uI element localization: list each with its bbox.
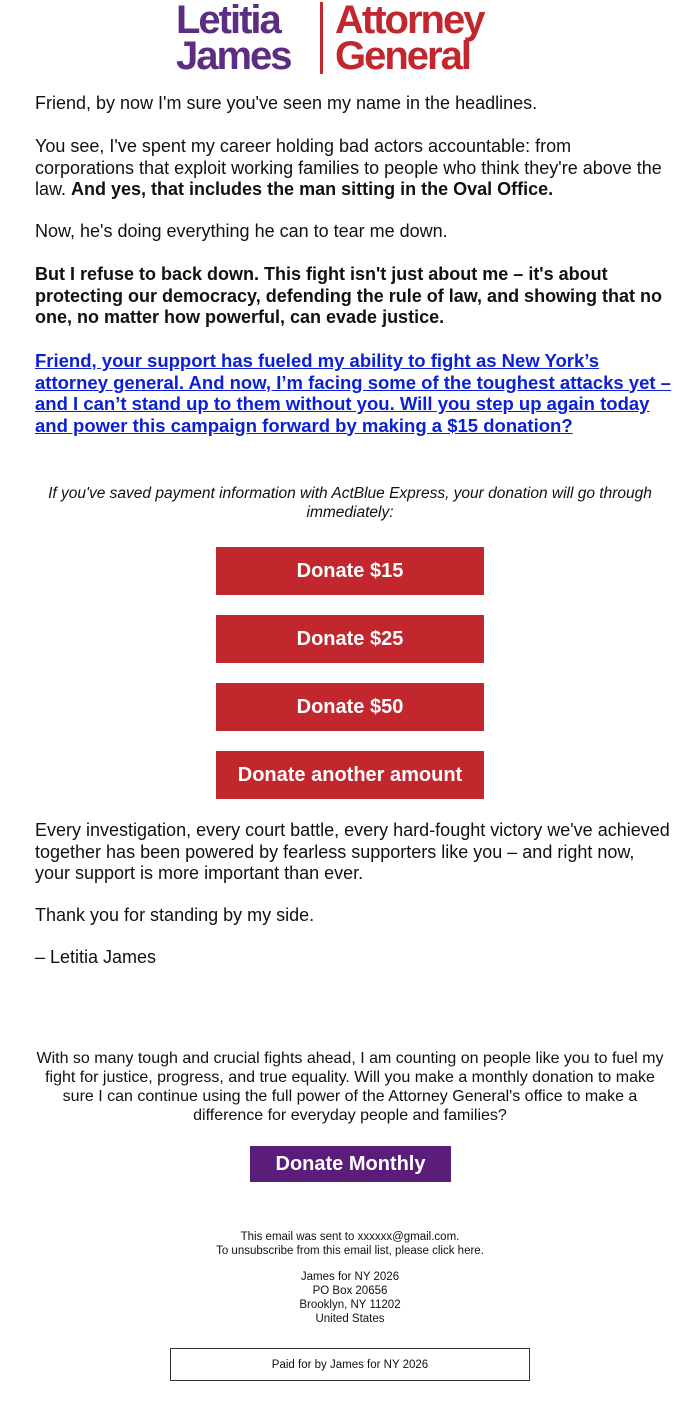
logo-divider bbox=[320, 2, 323, 74]
unsubscribe-link[interactable]: To unsubscribe from this email list, please click here. bbox=[216, 1245, 484, 1257]
donate-appeal-link[interactable]: Friend, your support has fueled my ability to fight as New York’s attorney general. And now, I’m facing some of the toughest attacks yet – and I can’t stand up to them without you. Will you step up again today and power this campaign forward by making a $15 donation? bbox=[35, 350, 671, 436]
donate-15-button[interactable]: Donate $15 bbox=[216, 547, 484, 595]
logo-title-line2: General bbox=[335, 34, 470, 78]
sent-to-text: This email was sent to xxxxxx@gmail.com. bbox=[240, 1231, 460, 1243]
signature: – Letitia James bbox=[35, 947, 157, 967]
logo-name-line1: Letitia bbox=[176, 0, 280, 42]
address-line-3: Brooklyn, NY 11202 bbox=[299, 1299, 401, 1311]
tear-down-paragraph: Now, he's doing everything he can to tear me down. bbox=[35, 221, 448, 241]
thank-you-paragraph: Thank you for standing by my side. bbox=[35, 905, 315, 925]
paid-for-disclaimer bbox=[170, 1348, 530, 1381]
refuse-paragraph: But I refuse to back down. This fight isn't just about me – it's about protecting our democracy, defending the rule of law, and showing that no one, no matter how powerful, can evade justice. bbox=[35, 264, 663, 327]
address-line-4: United States bbox=[315, 1313, 385, 1325]
donate-monthly-button[interactable]: Donate Monthly bbox=[250, 1146, 451, 1182]
paid-for-text: Paid for by James for NY 2026 bbox=[271, 1358, 429, 1371]
greeting-paragraph: Friend, by now I'm sure you've seen my name in the headlines. bbox=[35, 93, 538, 113]
logo-title-line1: Attorney bbox=[335, 0, 484, 42]
donate-other-button[interactable]: Donate another amount bbox=[216, 751, 484, 799]
logo bbox=[170, 0, 530, 78]
logo-name bbox=[170, 0, 310, 78]
career-paragraph bbox=[35, 136, 670, 201]
investigation-paragraph: Every investigation, every court battle, every hard-fought victory we've achieved together has been powered by fearless supporters like you – and right now, your support is more important than ever. bbox=[35, 820, 670, 883]
logo-title bbox=[335, 0, 484, 78]
address-line-1: James for NY 2026 bbox=[300, 1271, 400, 1283]
donate-50-button[interactable]: Donate $50 bbox=[216, 683, 484, 731]
logo-name-line2: James bbox=[176, 34, 291, 78]
career-bold-text: And yes, that includes the man sitting in the Oval Office. bbox=[71, 179, 554, 199]
actblue-express-note: If you've saved payment information with ActBlue Express, your donation will go through immediately: bbox=[48, 485, 652, 521]
address-line-2: PO Box 20656 bbox=[312, 1285, 388, 1297]
donate-25-button[interactable]: Donate $25 bbox=[216, 615, 484, 663]
career-text: You see, I've spent my career holding bad actors accountable: from corporations that exploit working families to people who think they're above the law. bbox=[35, 136, 662, 199]
monthly-appeal-paragraph: With so many tough and crucial fights ahead, I am counting on people like you to fuel my fight for justice, progress, and true equality. Will you make a monthly donation to make sure I can continue using the full power of the Attorney General's office to make a difference for everyday people and families? bbox=[36, 1050, 664, 1124]
